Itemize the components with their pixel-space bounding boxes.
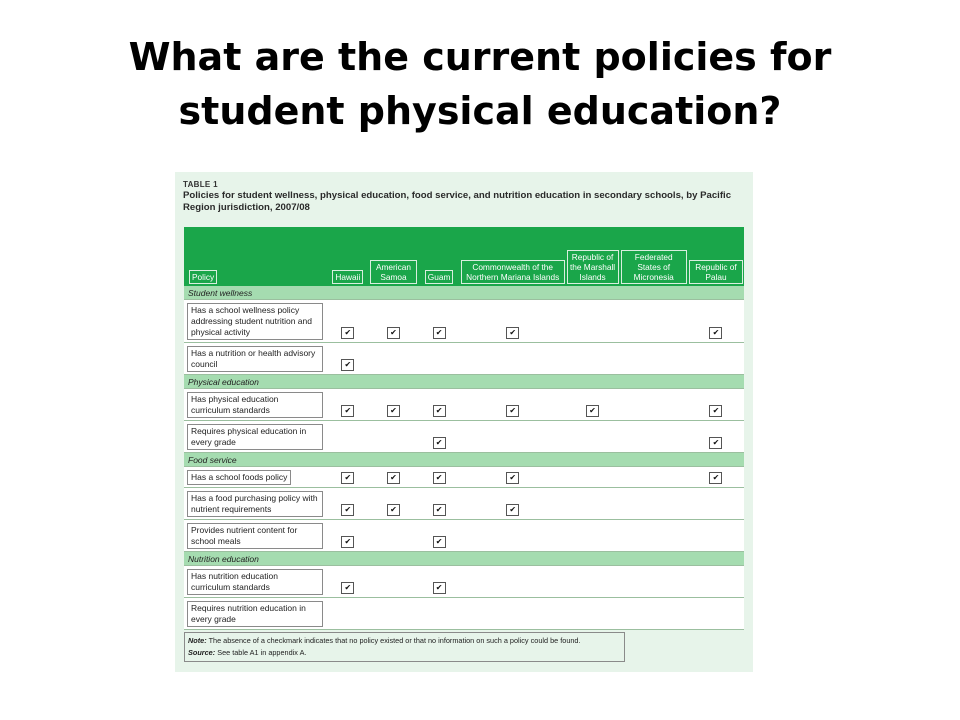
check-cell [460, 421, 566, 453]
check-cell [566, 520, 620, 552]
policy-label: Requires nutrition education in every grade [187, 601, 323, 627]
check-cell [369, 421, 419, 453]
slide-title [0, 30, 960, 138]
checkmark-icon: ✔ [341, 359, 354, 371]
check-cell [418, 566, 459, 598]
checkmark-icon: ✔ [433, 437, 446, 449]
checkmark-icon: ✔ [387, 327, 400, 339]
policy-cell [184, 343, 327, 375]
table-row [184, 598, 744, 630]
check-cell [620, 520, 688, 552]
check-cell [460, 389, 566, 421]
checkmark-icon: ✔ [341, 327, 354, 339]
check-cell [418, 520, 459, 552]
table-footnotes [184, 632, 625, 662]
check-cell [369, 467, 419, 488]
check-cell [688, 389, 744, 421]
section-header-row [184, 375, 744, 389]
table-source: Source: See table A1 in appendix A. [188, 648, 307, 657]
policy-label: Has a school foods policy [187, 470, 291, 485]
checkmark-icon: ✔ [506, 504, 519, 516]
table-row [184, 343, 744, 375]
table-row [184, 566, 744, 598]
checkmark-icon: ✔ [433, 504, 446, 516]
check-cell [620, 598, 688, 630]
check-cell [566, 566, 620, 598]
checkmark-icon: ✔ [433, 405, 446, 417]
checkmark-icon: ✔ [586, 405, 599, 417]
checkmark-icon: ✔ [341, 582, 354, 594]
checkmark-icon: ✔ [433, 472, 446, 484]
column-header-4: Republic of the Marshall Islands [566, 227, 620, 286]
slide-title-line-2: student physical education? [178, 89, 782, 133]
check-cell [566, 343, 620, 375]
policy-cell [184, 421, 327, 453]
check-cell [460, 566, 566, 598]
check-cell [369, 598, 419, 630]
checkmark-icon: ✔ [433, 536, 446, 548]
column-header-6: Republic of Palau [688, 227, 744, 286]
checkmark-icon: ✔ [387, 504, 400, 516]
policy-label: Has nutrition education curriculum standards [187, 569, 323, 595]
policy-table-figure [175, 172, 753, 672]
check-cell [566, 421, 620, 453]
column-header-3: Commonwealth of the Northern Mariana Islands [460, 227, 566, 286]
check-cell [418, 300, 459, 343]
table-header-row [184, 227, 744, 286]
policy-table [184, 227, 744, 630]
policy-cell [184, 598, 327, 630]
section-title: Physical education [184, 375, 744, 389]
section-header-row [184, 453, 744, 467]
check-cell [369, 389, 419, 421]
table-caption: Policies for student wellness, physical education, food service, and nutrition education in secondary schools, by Pacific Region jurisdiction, 2007/08 [183, 190, 732, 213]
checkmark-icon: ✔ [433, 582, 446, 594]
column-header-policy: Policy [184, 227, 327, 286]
table-label: TABLE 1 [183, 180, 218, 189]
check-cell [369, 488, 419, 520]
table-row [184, 300, 744, 343]
section-title: Food service [184, 453, 744, 467]
check-cell [418, 343, 459, 375]
check-cell [460, 300, 566, 343]
checkmark-icon: ✔ [506, 472, 519, 484]
checkmark-icon: ✔ [709, 405, 722, 417]
policy-label: Has a school wellness policy addressing student nutrition and physical activity [187, 303, 323, 340]
check-cell [688, 598, 744, 630]
table-row [184, 520, 744, 552]
policy-cell [184, 520, 327, 552]
check-cell [460, 488, 566, 520]
section-header-row [184, 552, 744, 566]
check-cell [369, 343, 419, 375]
check-cell [418, 488, 459, 520]
check-cell [688, 520, 744, 552]
column-header-2: Guam [418, 227, 459, 286]
checkmark-icon: ✔ [341, 405, 354, 417]
check-cell [460, 467, 566, 488]
check-cell [327, 520, 368, 552]
policy-cell [184, 566, 327, 598]
check-cell [460, 343, 566, 375]
check-cell [327, 389, 368, 421]
checkmark-icon: ✔ [506, 327, 519, 339]
table-row [184, 488, 744, 520]
check-cell [566, 598, 620, 630]
policy-label: Requires physical education in every grade [187, 424, 323, 450]
slide-title-line-1: What are the current policies for [128, 35, 832, 79]
check-cell [566, 389, 620, 421]
checkmark-icon: ✔ [387, 405, 400, 417]
check-cell [369, 520, 419, 552]
table-header [184, 227, 744, 286]
column-header-1: American Samoa [369, 227, 419, 286]
check-cell [566, 300, 620, 343]
section-header-row [184, 286, 744, 300]
table-row [184, 421, 744, 453]
check-cell [418, 467, 459, 488]
checkmark-icon: ✔ [341, 536, 354, 548]
policy-label: Has physical education curriculum standards [187, 392, 323, 418]
checkmark-icon: ✔ [709, 437, 722, 449]
check-cell [418, 389, 459, 421]
check-cell [418, 598, 459, 630]
check-cell [327, 467, 368, 488]
check-cell [620, 389, 688, 421]
check-cell [566, 488, 620, 520]
policy-cell [184, 300, 327, 343]
check-cell [688, 343, 744, 375]
policy-cell [184, 467, 327, 488]
check-cell [688, 467, 744, 488]
check-cell [460, 520, 566, 552]
checkmark-icon: ✔ [709, 327, 722, 339]
check-cell [688, 300, 744, 343]
check-cell [369, 566, 419, 598]
check-cell [327, 421, 368, 453]
table-row [184, 467, 744, 488]
check-cell [327, 566, 368, 598]
section-title: Nutrition education [184, 552, 744, 566]
column-header-0: Hawaii [327, 227, 368, 286]
policy-label: Has a nutrition or health advisory council [187, 346, 323, 372]
table-body [184, 286, 744, 630]
policy-label: Provides nutrient content for school meals [187, 523, 323, 549]
table-row [184, 389, 744, 421]
checkmark-icon: ✔ [433, 327, 446, 339]
check-cell [620, 343, 688, 375]
policy-cell [184, 488, 327, 520]
checkmark-icon: ✔ [506, 405, 519, 417]
checkmark-icon: ✔ [341, 472, 354, 484]
check-cell [369, 300, 419, 343]
policy-label: Has a food purchasing policy with nutrient requirements [187, 491, 323, 517]
check-cell [566, 467, 620, 488]
check-cell [620, 488, 688, 520]
section-title: Student wellness [184, 286, 744, 300]
checkmark-icon: ✔ [387, 472, 400, 484]
table-note: Note: The absence of a checkmark indicates that no policy existed or that no information on such a policy could be found. [188, 636, 581, 645]
check-cell [620, 421, 688, 453]
check-cell [327, 488, 368, 520]
check-cell [620, 300, 688, 343]
check-cell [688, 488, 744, 520]
check-cell [460, 598, 566, 630]
column-header-5: Federated States of Micronesia [620, 227, 688, 286]
check-cell [620, 566, 688, 598]
check-cell [418, 421, 459, 453]
check-cell [327, 598, 368, 630]
policy-cell [184, 389, 327, 421]
check-cell [688, 421, 744, 453]
checkmark-icon: ✔ [341, 504, 354, 516]
check-cell [620, 467, 688, 488]
check-cell [327, 300, 368, 343]
checkmark-icon: ✔ [709, 472, 722, 484]
check-cell [327, 343, 368, 375]
check-cell [688, 566, 744, 598]
